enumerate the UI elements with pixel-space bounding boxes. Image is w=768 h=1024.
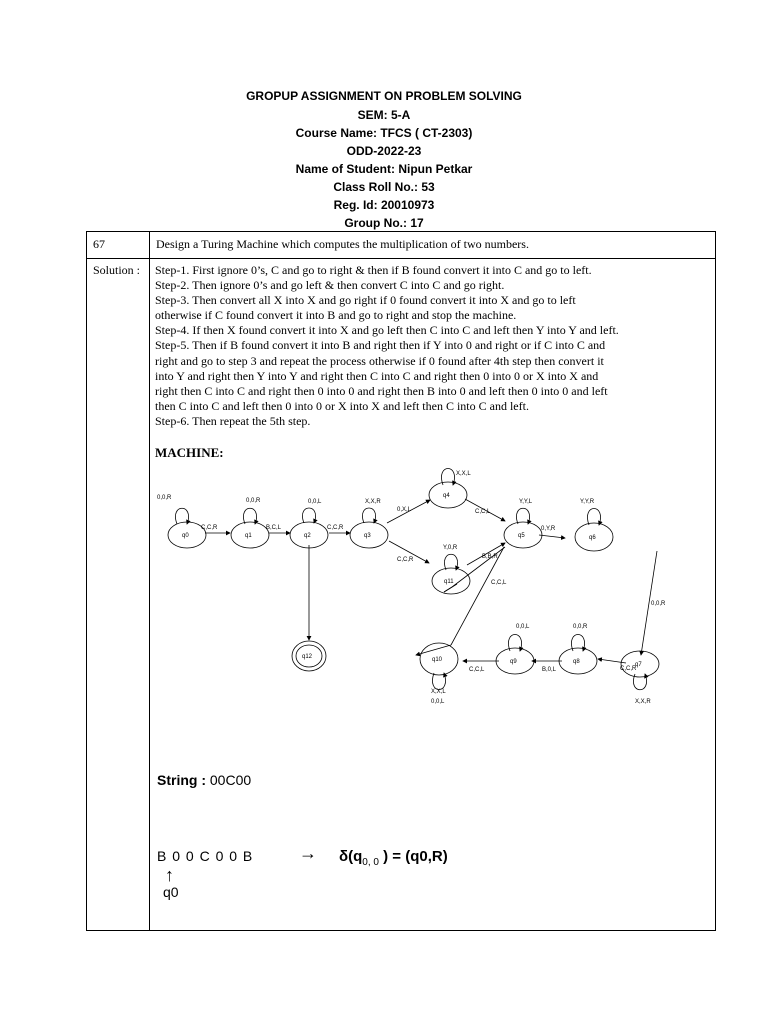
edge-label: C,C,L	[469, 667, 485, 673]
edge-label: Y,Y,R	[580, 499, 595, 505]
problem-number: 67	[93, 237, 105, 251]
group-number: Group No.: 17	[344, 216, 424, 230]
step-line: Step-6. Then repeat the 5th step.	[155, 413, 311, 428]
state-label: q7	[635, 662, 642, 668]
edge-label: C,C,R	[201, 525, 218, 531]
loop-q6	[587, 509, 600, 526]
step-line: right then C into C and right then 0 into 0 and right then B into 0 and left then 0 into 0 and left	[155, 383, 608, 398]
edge-label: 0,0,L	[516, 624, 530, 630]
page-title: GROPUP ASSIGNMENT ON PROBLEM SOLVING	[246, 89, 522, 103]
edge-label: 0,0,R	[573, 624, 588, 630]
machine-heading: MACHINE:	[155, 445, 224, 460]
edge-label: Y,0,R	[443, 545, 458, 551]
step-line: Step-2. Then ignore 0’s and go left & then convert C into C and go right.	[155, 278, 505, 293]
right-arrow-icon: →	[299, 843, 317, 863]
edge-q5-q6	[539, 535, 565, 538]
solution-steps	[155, 263, 711, 429]
up-arrow-icon: ↑	[165, 865, 174, 885]
state-label: q8	[573, 659, 580, 665]
state-label: q5	[518, 533, 525, 539]
step-line: Step-1. First ignore 0’s, C and go to right & then if B found convert it into C and go to left.	[155, 263, 592, 277]
state-label: q12	[302, 654, 313, 660]
edge-q5-q10-long	[451, 547, 504, 645]
step-line: otherwise if C found convert it into B and go to right and stop the machine.	[155, 308, 517, 323]
roll-number: Class Roll No.: 53	[333, 180, 435, 194]
student-name: Name of Student: Nipun Petkar	[295, 162, 473, 176]
step-line: Step-5. Then if B found convert it into B and right then if Y into 0 and right or if C into C and	[155, 338, 606, 353]
edge-label: B,B,R	[482, 554, 498, 560]
edge-label: C,C,R	[327, 525, 344, 531]
edge-label: 0,0,R	[651, 601, 666, 607]
state-label: q6	[589, 535, 596, 541]
problem-table	[86, 231, 716, 931]
string-label: String :	[157, 772, 206, 788]
turing-machine-diagram	[147, 457, 717, 705]
delta-subscript: 0, 0	[362, 857, 379, 868]
step-line: into Y and right then Y into Y and right then C into C and right then 0 into 0 or X into X and	[155, 368, 599, 383]
state-label: q3	[364, 533, 371, 539]
loop-q10	[432, 673, 445, 690]
registration-id: Reg. Id: 20010973	[333, 198, 435, 212]
state-label: q10	[432, 657, 443, 663]
edge-label: B,C,L	[266, 525, 282, 531]
tape-contents: B 0 0 C 0 0 B	[157, 848, 254, 864]
edge-label: 0,0,L	[431, 699, 445, 705]
state-label: q2	[304, 533, 311, 539]
state-label: q9	[510, 659, 517, 665]
state-label: q0	[182, 533, 189, 539]
state-label: q1	[245, 533, 252, 539]
delta-prefix: δ(q	[339, 848, 363, 865]
edge-label: 0,X,L	[397, 507, 412, 513]
session: ODD-2022-23	[346, 144, 422, 158]
edge-label: 0,0,L	[308, 499, 322, 505]
edge-label: 0,0,R	[157, 495, 172, 501]
step-line: then C into C and left then 0 into 0 or X into X and left then C into C and left.	[155, 398, 529, 413]
edge-label: C,C,R	[397, 557, 414, 563]
transition-function	[339, 848, 448, 868]
problem-question: Design a Turing Machine which computes the multiplication of two numbers.	[156, 237, 529, 251]
edge-label: C,C,R	[620, 666, 637, 672]
edge-label: C,C,L	[491, 580, 507, 586]
edge-label: B,0,L	[542, 667, 557, 673]
state-label: q4	[443, 493, 450, 499]
row-divider	[87, 258, 715, 259]
edge-label: Y,Y,L	[519, 499, 533, 505]
semester: SEM: 5-A	[357, 108, 411, 122]
state-label: q11	[444, 579, 454, 585]
head-state: q0	[163, 884, 179, 900]
edge-label: X,X,L	[456, 471, 471, 477]
edge-label: C,C,L	[475, 509, 491, 515]
edge-label: X,X,R	[365, 499, 381, 505]
solution-label: Solution :	[93, 263, 141, 277]
string-value: 00C00	[209, 772, 252, 788]
edge-q5-q10	[444, 584, 457, 592]
delta-suffix: ) = (q0,R)	[378, 848, 448, 865]
edge-label: 0,Y,R	[541, 526, 556, 532]
example-string	[157, 772, 251, 788]
course-name: Course Name: TFCS ( CT-2303)	[295, 126, 473, 140]
edge-label: X,X,L	[431, 689, 446, 695]
step-line: right and go to step 3 and repeat the process otherwise if 0 found after 4th step then convert it	[155, 353, 604, 368]
edge-label: X,X,R	[635, 699, 651, 705]
step-line: Step-3. Then convert all X into X and go right if 0 found convert it into X and go to left	[155, 293, 576, 308]
loop-q2	[302, 508, 315, 523]
edge-label: 0,0,R	[246, 498, 261, 504]
loop-q3	[362, 508, 375, 523]
edge-spacer	[455, 549, 502, 867]
step-line: Step-4. If then X found convert it into X and go left then C into C and left then Y into Y and left.	[155, 323, 619, 338]
